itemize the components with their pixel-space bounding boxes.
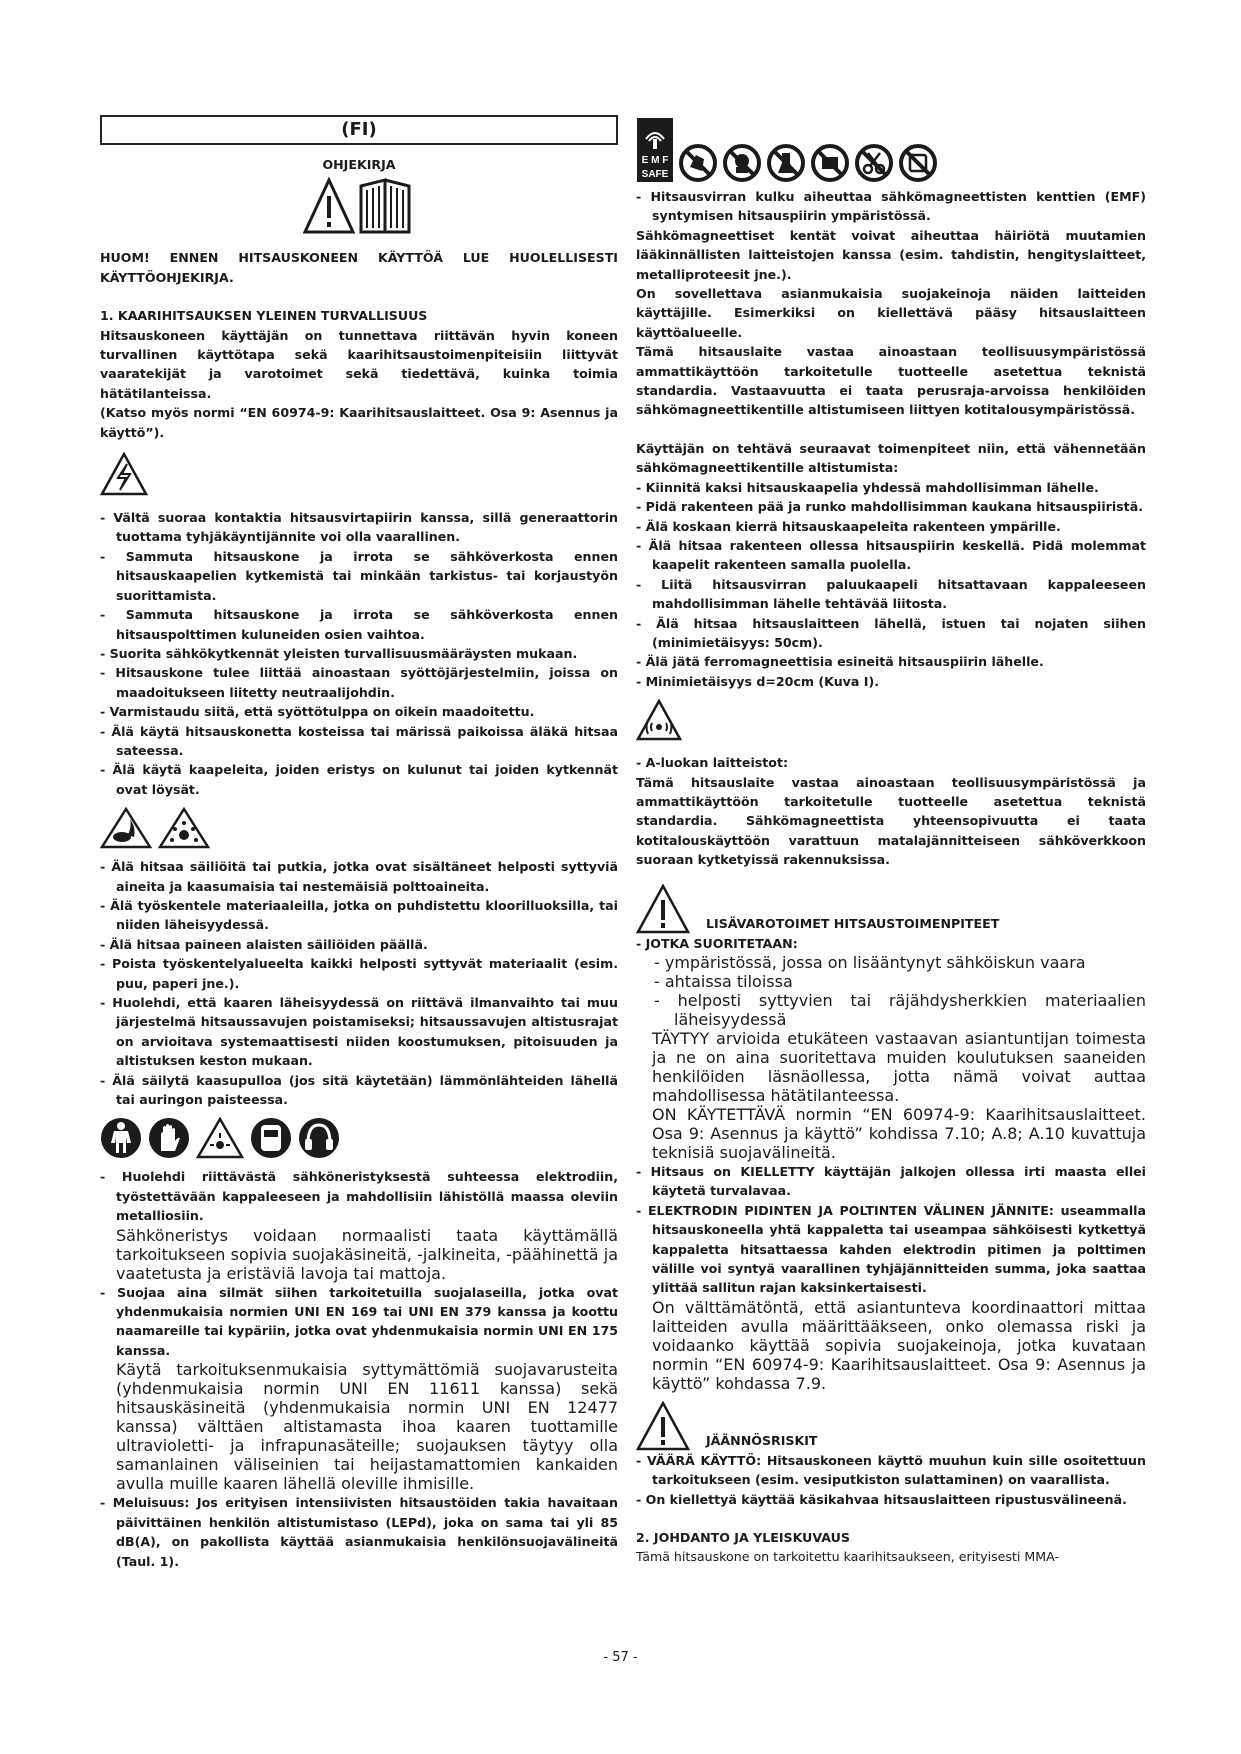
emf-radiation-warning-icon <box>636 699 682 741</box>
emf-paragraph-1: Sähkömagneettiset kentät voivat aiheuttaa häiriötä muutamien lääkinnällisten laitteistojen kanssa (esim. tahdistin, hengityslaitteet, metalliproteesit jne.). <box>636 227 1146 282</box>
list-item-continuation: Käytä tarkoituksenmukaisia syttymättömiä suojavarusteita (yhdenmukaisia normin UNI EN 11611 kanssa) sekä hitsauskäsineitä (yhdenmukaisia normin UNI EN 12477 kanssa) välttäen altistamasta ihoa kaaren tuottamille ultravioletti- ja infrapunasäteille; suojauksen täytyy olla samanlainen väliseinien tai heijastamattomien kankaiden avulla muille kaaren lähellä oleville ihmisille. <box>116 1360 618 1494</box>
list-item-continuation: Sähköneristys voidaan normaalisti taata käyttämällä tarkoitukseen sopivia suojakäsineitä, -jalkineita, -päähinettä ja vaatetusta ja eristäviä lavoja tai mattoja. <box>116 1225 618 1283</box>
list-item: - ahtaissa tiloissa <box>654 972 793 991</box>
ppe-icons <box>100 1117 618 1159</box>
electric-hazard-icon <box>100 452 148 496</box>
list-item: - Huolehdi, että kaaren läheisyydessä on riittävä ilmanvaihto tai muu järjestelmä hitsaussavujen poistamiseksi; hitsaussavujen altistusrajat on arvioitava systemaattisesti niiden koostumuksen, pitoisuuden ja altistuksen keston mukaan. <box>100 995 618 1069</box>
list-item: - Huolehdi riittävästä sähköneristyksestä suhteessa elektrodiin, työstettävään kappaleeseen ja mahdollisiin lähistöllä maassa oleviin metalliosiin. <box>100 1169 618 1224</box>
list-item: - Älä hitsaa paineen alaisten säiliöiden päällä. <box>100 936 428 952</box>
emf-measures-intro: Käyttäjän on tehtävä seuraavat toimenpiteet niin, että vähennetään sähkömagneettikentille altistumista: <box>636 440 1146 476</box>
ear-protection-icon <box>298 1117 340 1159</box>
left-column <box>100 115 618 1571</box>
list-item: - Minimietäisyys d=20cm (Kuva I). <box>636 673 879 689</box>
emf-icons <box>636 117 1146 183</box>
list-item: - ELEKTRODIN PIDINTEN JA POLTINTEN VÄLINEN JÄNNITE: useammalla hitsauskoneella yhtä kappaletta tai useampaa sähköisesti kytkettyä kappaletta hitsattaessa kahden elektrodin pitimen ja polttimen välille voi syntyä vaarallinen tyhjäjännitteiden summa, joka saattaa ylittää sallitun rajan kaksinkertaisesti. <box>636 1202 1146 1296</box>
list-item: - On kiellettyä käyttää käsikahvaa hitsauslaitteen ripustusvälineenä. <box>636 1491 1127 1507</box>
section-1-title: 1. KAARIHITSAUKSEN YLEINEN TURVALLISUUS <box>100 308 428 324</box>
no-metal-prosthesis-icon <box>766 143 806 183</box>
list-item: - Älä hitsaa hitsauslaitteen lähellä, istuen tai nojaten siihen (minimietäisyys: 50cm). <box>636 615 1146 650</box>
warning-icon <box>636 1401 690 1451</box>
list-item: - Älä säilytä kaasupulloa (jos sitä käytetään) lämmönlähteiden lähellä tai auringon paisteessa. <box>100 1072 618 1108</box>
protective-gloves-icon <box>148 1117 190 1159</box>
list-item: - Sammuta hitsauskone ja irrota se sähköverkosta ennen hitsauspolttimen kuluneiden osien vaihtoa. <box>100 607 618 642</box>
list-item: - Älä hitsaa säiliöitä tai putkia, jotka ovat sisältäneet helposti syttyviä aineita ja kaasumaisia tai nestemäisiä polttoaineita. <box>100 859 618 894</box>
no-implant-icon <box>722 143 762 183</box>
emf-safe-badge-icon <box>636 117 674 183</box>
section-1-norm: (Katso myös normi “EN 60974-9: Kaarihitsauslaitteet. Osa 9: Asennus ja käyttö”). <box>100 405 618 440</box>
language-tag-box <box>100 115 618 145</box>
no-metal-objects-icon <box>854 143 894 183</box>
no-pacemaker-icon <box>678 143 718 183</box>
list-item: - Sammuta hitsauskone ja irrota se sähköverkosta ennen hitsauskaapelien kytkemistä tai minkään tarkistus- tai korjaustyön suorittamista. <box>100 548 618 603</box>
extra-precautions-title: LISÄVAROTOIMET HITSAUSTOIMENPITEET <box>706 916 1000 932</box>
list-item: - Varmistaudu siitä, että syöttötulppa on oikein maadoitettu. <box>100 704 535 720</box>
explosion-hazard-icon <box>158 807 210 849</box>
emf-badge-bottom-label: SAFE <box>641 169 669 180</box>
extra-conditions-list <box>636 953 1146 1029</box>
list-item: - Hitsauskone tulee liittää ainoastaan syöttöjärjestelmiin, joissa on maadoitukseen liitetty neutraalijohdin. <box>100 665 618 700</box>
section-1-body: Hitsauskoneen käyttäjän on tunnettava riittävän hyvin koneen turvallinen käyttötapa sekä kaarihitsaustoimenpiteisiin liittyvät vaaratekijät ja varotoimet sekä tiedettävä, kuinka toimia hätätilanteissa. <box>100 327 618 401</box>
warning-icon <box>636 884 690 934</box>
list-item: - Älä hitsaa rakenteen ollessa hitsauspiirin keskellä. Pidä molemmat kaapelit rakenteen samalla puolella. <box>636 537 1146 573</box>
ppe-safety-list <box>100 1167 618 1570</box>
list-item: - Suojaa aina silmät siihen tarkoitetuilla suojalaseilla, jotka ovat yhdenmukaisia normien UNI EN 169 tai UNI EN 379 kanssa ja koottu naamareille tai kypäriin, jotka ovat yhdenmukaisia normin UNI EN 175 kanssa. <box>100 1284 618 1358</box>
warning-book-icon <box>303 176 415 236</box>
page-number: - 57 - <box>603 1650 638 1665</box>
section-2-body: Tämä hitsauskone on tarkoitettu kaarihitsaukseen, erityisesti MMA- <box>636 1549 1060 1565</box>
emf-paragraph-2: On sovellettava asianmukaisia suojakeinoja näiden laitteiden käyttäjille. Esimerkiksi on kiellettävä pääsy hitsauslaitteen käyttöalueelle. <box>636 286 1146 340</box>
extra-paragraph-2: ON KÄYTETTÄVÄ normin “EN 60974-9: Kaarihitsauslaitteet. Osa 9: Asennus ja käyttö” kohdissa 7.10; A.8; A.10 kuvattuja teknisiä suojavälineitä. <box>652 1105 1146 1162</box>
list-item: - Hitsaus on KIELLETTY käyttäjän jalkojen ollessa irti maasta ellei käytetä turvalavaa. <box>636 1164 1146 1199</box>
class-a-body: Tämä hitsauslaite vastaa ainoastaan teollisuusympäristössä ja ammattikäyttöön tarkoitetulle tuotteelle asetettua teknistä standardia. Sähkömagneettista yhteensopivuutta ei taata kotitalouskäyttöön varattuun matalajännitteiseen sähköverkkoon suoraan kytketyissä rakennuksissa. <box>636 774 1146 868</box>
extra-precautions-heading <box>636 884 1146 934</box>
emf-paragraph-3: Tämä hitsauslaite vastaa ainoastaan teollisuusympäristössä ammattikäyttöön tarkoitetulle tuotteelle asetettua teknistä standardia. Vastaavuutta ei taata perusraja-arvoissa henkilöiden sähkömagneettikentille altistumiseen liittyen kotitalousympäristössä. <box>636 344 1146 418</box>
emf-item: - Hitsausvirran kulku aiheuttaa sähkömagneettisten kenttien (EMF) syntymisen hitsauspiirin ympäristössä. <box>636 189 1146 224</box>
emf-measures-list <box>636 478 1146 691</box>
extra-paragraph-3: On välttämätöntä, että asiantunteva koordinaattori mittaa laitteiden avulla määrittääkseen, onko olemassa riski ja voidaanko käyttää sopivia suojakeinoja, jotka kuvataan normin “EN 60974-9: Kaarihitsauslaitteet. Osa 9: Asennus ja käyttö” kohdassa 7.9. <box>652 1297 1146 1393</box>
fire-explosion-icons <box>100 807 618 849</box>
fire-hazard-icon <box>100 807 152 849</box>
no-watch-icon <box>810 143 850 183</box>
list-item: - Älä koskaan kierrä hitsauskaapeleita rakenteen ympärille. <box>636 518 1061 534</box>
residual-risks-title: JÄÄNNÖSRISKIT <box>706 1433 818 1449</box>
list-item: - Poista työskentelyalueelta kaikki helposti syttyvät materiaalit (esim. puu, paperi jne.). <box>100 956 618 991</box>
list-item: - Älä jätä ferromagneettisia esineitä hitsauspiirin lähelle. <box>636 654 1044 670</box>
list-item: - Pidä rakenteen pää ja runko mahdollisimman kaukana hitsauspiiristä. <box>636 499 1143 515</box>
extra-paragraph-1: TÄYTYY arvioida etukäteen vastaavan asiantuntijan toimesta ja ne on aina suoritettava muiden koulutuksen saaneiden henkilöiden läsnäollessa, jotta nämä voivat auttaa mahdollisessa hätätilanteessa. <box>652 1029 1146 1105</box>
list-item: - Älä käytä hitsauskonetta kosteissa tai märissä paikoissa äläkä hitsaa sateessa. <box>100 723 618 758</box>
list-item: - Meluisuus: Jos erityisen intensiivisten hitsaustöiden takia havaitaan päivittäinen henkilön altistumistaso (LEPd), joka on sama tai yli 85 dB(A), on pakollista käyttää asianmukaisia henkilönsuojavälineitä (Taul. 1). <box>100 1495 618 1569</box>
read-manual-icons <box>100 176 618 238</box>
list-item: - VÄÄRÄ KÄYTTÖ: Hitsauskoneen käyttö muuhun kuin sille osoitettuun tarkoitukseen (esim. vesiputkiston sulattaminen) on vaarallista. <box>636 1452 1146 1488</box>
no-magnetic-cards-icon <box>898 143 938 183</box>
manual-title: OHJEKIRJA <box>322 157 396 172</box>
welding-mask-icon <box>250 1117 292 1159</box>
right-column <box>636 117 1146 1567</box>
list-item: - Vältä suoraa kontaktia hitsausvirtapiirin kanssa, sillä generaattorin tuottama tyhjäkäyntijännite voi olla vaarallinen. <box>100 510 618 545</box>
protective-clothing-icon <box>100 1117 142 1159</box>
list-item: - Älä käytä kaapeleita, joiden eristys on kulunut tai joiden kytkennät ovat löysät. <box>100 762 618 797</box>
section-2-title: 2. JOHDANTO JA YLEISKUVAUS <box>636 1530 850 1546</box>
arc-radiation-icon <box>196 1117 244 1159</box>
list-item: - Kiinnitä kaksi hitsauskaapelia yhdessä mahdollisimman lähelle. <box>636 479 1099 495</box>
list-item: - Suorita sähkökytkennät yleisten turvallisuusmääräysten mukaan. <box>100 645 578 661</box>
list-item: - Liitä hitsausvirran paluukaapeli hitsattavaan kappaleeseen mahdollisimman lähelle tehtävää liitosta. <box>636 576 1146 612</box>
list-item: - helposti syttyvien tai räjähdysherkkien materiaalien läheisyydessä <box>654 991 1146 1029</box>
list-item: - Älä työskentele materiaaleilla, jotka on puhdistettu kloorilluoksilla, tai niiden läheisyydessä. <box>100 897 618 933</box>
fire-safety-list <box>100 857 618 1109</box>
list-item: - ympäristössä, jossa on lisääntynyt sähköiskun vaara <box>654 953 1086 972</box>
residual-risks-heading <box>636 1401 1146 1451</box>
intro-warning: HUOM! ENNEN HITSAUSKONEEN KÄYTTÖÄ LUE HUOLELLISESTI KÄYTTÖOHJEKIRJA. <box>100 250 618 285</box>
electric-safety-list <box>100 508 618 799</box>
language-tag: (FI) <box>341 119 377 140</box>
extra-subtitle: - JOTKA SUORITETAAN: <box>636 935 798 951</box>
class-a-title: - A-luokan laitteistot: <box>636 755 788 771</box>
emf-badge-top-label: E M F <box>641 155 669 166</box>
